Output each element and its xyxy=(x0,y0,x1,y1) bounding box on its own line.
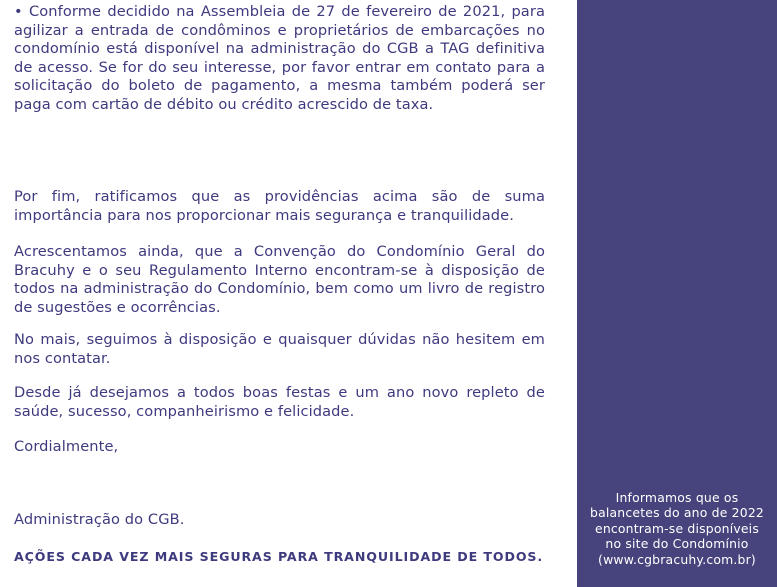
closing-line: Cordialmente, xyxy=(14,438,119,455)
slogan: AÇÕES CADA VEZ MAIS SEGURAS PARA TRANQUILIDADE DE TODOS. xyxy=(14,549,544,564)
paragraph-ratification: Por fim, ratificamos que as providências acima são de suma importância para nos proporcionar mais segurança e tranquilidade. xyxy=(14,188,545,224)
sidebar-note-line: (www.cgbracuhy.com.br) xyxy=(598,551,756,567)
paragraph-greetings: Desde já desejamos a todos boas festas e um ano novo repleto de saúde, sucesso, companheirismo e felicidade. xyxy=(14,384,545,420)
sidebar-note-line: Informamos que os xyxy=(615,490,739,505)
document-body xyxy=(14,0,545,587)
paragraph-availability: No mais, seguimos à disposição e quaisquer dúvidas não hesitem em nos contatar. xyxy=(14,331,545,367)
sidebar-note-line: no site do Condomínio xyxy=(605,536,749,552)
sidebar-note-line: encontram-se disponíveis xyxy=(595,520,759,536)
sidebar-panel xyxy=(577,0,777,587)
paragraph-convention: Acrescentamos ainda, que a Convenção do Condomínio Geral do Bracuhy e o seu Regulamento Interno encontram-se à disposição de todos na administração do Condomínio, bem como um livro de registro de sugestões e ocorrências. xyxy=(14,243,545,316)
sidebar-note xyxy=(577,490,777,567)
sidebar-note-line: balancetes do ano de 2022 xyxy=(590,505,764,521)
signature-line: Administração do CGB. xyxy=(14,511,185,528)
paragraph-tag-access: • Conforme decidido na Assembleia de 27 de fevereiro de 2021, para agilizar a entrada de condôminos e proprietários de embarcações no condomínio está disponível na administração do CGB a TAG definitiva de acesso. Se for do seu interesse, por favor entrar em contato para a solicitação do boleto de pagamento, a mesma também poderá ser paga com cartão de débito ou crédito acrescido de taxa. xyxy=(14,3,545,113)
